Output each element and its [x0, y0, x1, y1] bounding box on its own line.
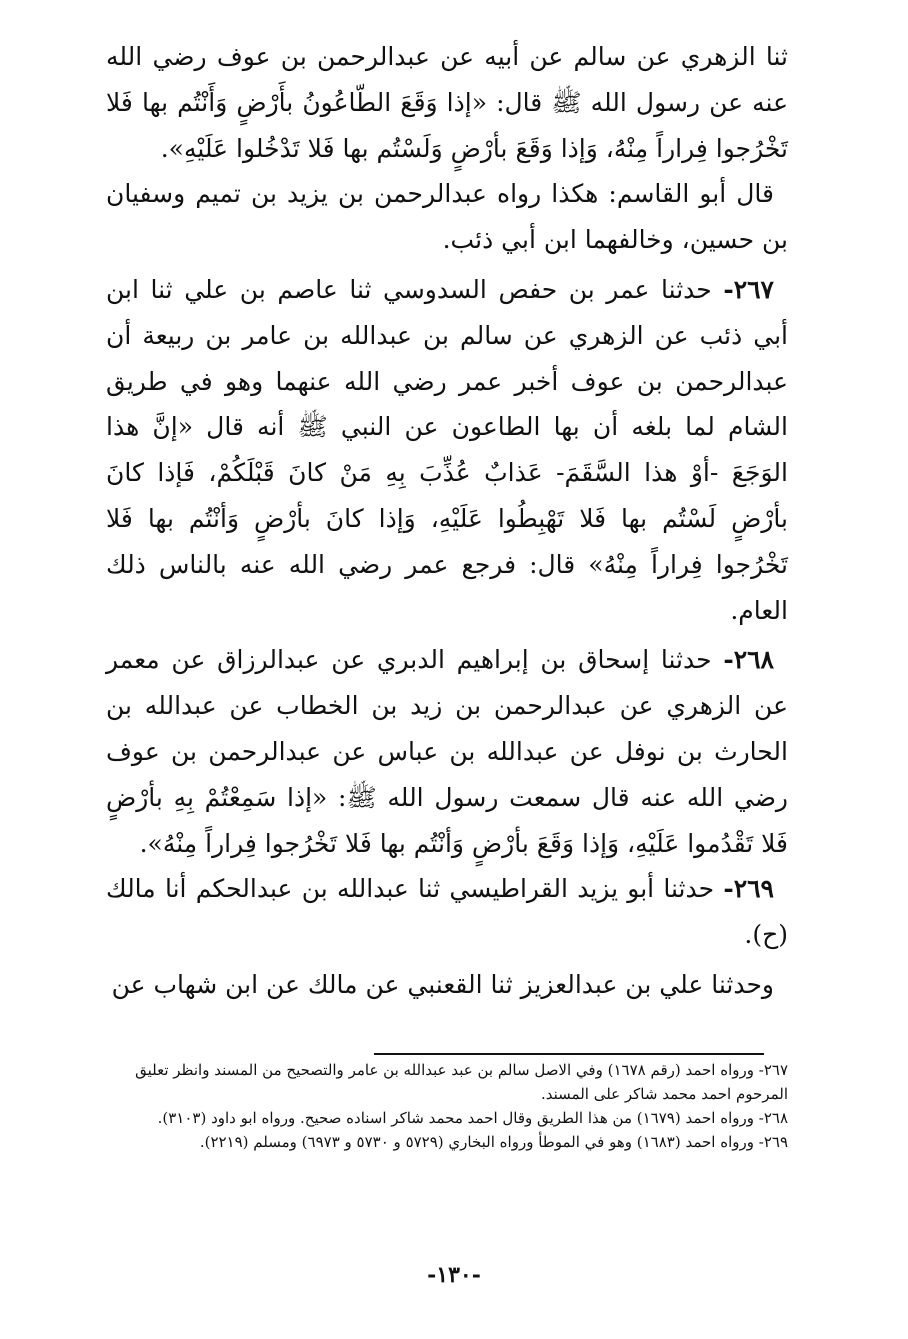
hadith-text-268: حدثنا إسحاق بن إبراهيم الدبري عن عبدالرزاق عن معمر عن الزهري عن عبدالرحمن بن زيد بن الخطاب عن عبدالله بن الحارث بن نوفل عن عبدالله بن عباس عن عبدالرحمن بن عوف رضي الله عنه قال سمعت رسول الله ﷺ: «إذا سَمِعْتُمْ بِهِ بأرْضٍ فَلا تَقْدُموا عَلَيْهِ، وَإذا وَقَعَ بأرْضٍ وَأنْتُم بها فَلا تَخْرُجوا فِراراً مِنْهُ». — [106, 645, 788, 858]
hadith-text-267: حدثنا عمر بن حفص السدوسي ثنا عاصم بن علي ثنا ابن أبي ذئب عن الزهري عن سالم بن عبدالله بن عامر بن ربيعة أن عبدالرحمن بن عوف أخبر عمر رضي الله عنهما وهو في طريق الشام لما بلغه أن بها الطاعون عن النبي ﷺ أنه قال «إنَّ هذا الوَجَعَ -أوْ هذا السَّقَمَ- عَذابٌ عُذِّبَ بِهِ مَنْ كانَ قَبْلَكُمْ، فَإذا كانَ بأرْضٍ لَسْتُم بها فَلا تَهْبِطُوا عَلَيْهِ، وَإذا كانَ بأرْضٍ وَأنْتُم بها فَلا تَخْرُجوا فِراراً مِنْهُ» قال: فرجع عمر رضي الله عنه بالناس ذلك العام. — [106, 274, 788, 625]
page-number: -١٣٠- — [427, 1262, 481, 1288]
main-text-body — [106, 34, 788, 1008]
hadith-text-269: حدثنا أبو يزيد القراطيسي ثنا عبدالله بن عبدالحكم أنا مالك (ح). — [106, 874, 788, 950]
footnote-267: ٢٦٧- ورواه احمد (رقم ١٦٧٨) وفي الاصل سالم بن عبد عبدالله بن عامر والتصحيح من المسند وانظر تعليق المرحوم احمد محمد شاكر على المسند. — [135, 1061, 788, 1103]
hadith-269 — [106, 866, 788, 958]
paragraph-6: وحدثنا علي بن عبدالعزيز ثنا القعنبي عن مالك عن ابن شهاب عن — [111, 969, 774, 999]
hadith-number-268: ٢٦٨- — [723, 645, 774, 675]
hadith-268 — [106, 637, 788, 866]
footnotes-section — [106, 1058, 788, 1154]
paragraph-1: ثنا الزهري عن سالم عن أبيه عن عبدالرحمن بن عوف رضي الله عنه عن رسول الله ﷺ قال: «إذا وَقَعَ الطّاعُونُ بأَرْضٍ وَأَنْتُم بها فَلا تَخْرُجوا فِراراً مِنْهُ، وَإذا وَقَعَ بأرْضٍ وَلَسْتُم بها فَلا تَدْخُلوا عَلَيْهِ». — [106, 42, 788, 163]
footnote-divider — [374, 1053, 764, 1055]
paragraph-2: قال أبو القاسم: هكذا رواه عبدالرحمن بن يزيد بن تميم وسفيان بن حسين، وخالفهما ابن أبي ذئب. — [106, 179, 788, 255]
hadith-267 — [106, 267, 788, 633]
hadith-number-269: ٢٦٩- — [723, 874, 774, 904]
footnote-269: ٢٦٩- ورواه احمد (١٦٨٣) وهو في الموطأ ورواه البخاري (٥٧٢٩ و ٥٧٣٠ و ٦٩٧٣) ومسلم (٢٢١٩). — [199, 1133, 788, 1151]
footnote-268: ٢٦٨- ورواه احمد (١٦٧٩) من هذا الطريق وقال احمد محمد شاكر اسناده صحيح. ورواه ابو داود (٣١٠٣). — [157, 1109, 788, 1127]
hadith-number-267: ٢٦٧- — [723, 274, 774, 304]
